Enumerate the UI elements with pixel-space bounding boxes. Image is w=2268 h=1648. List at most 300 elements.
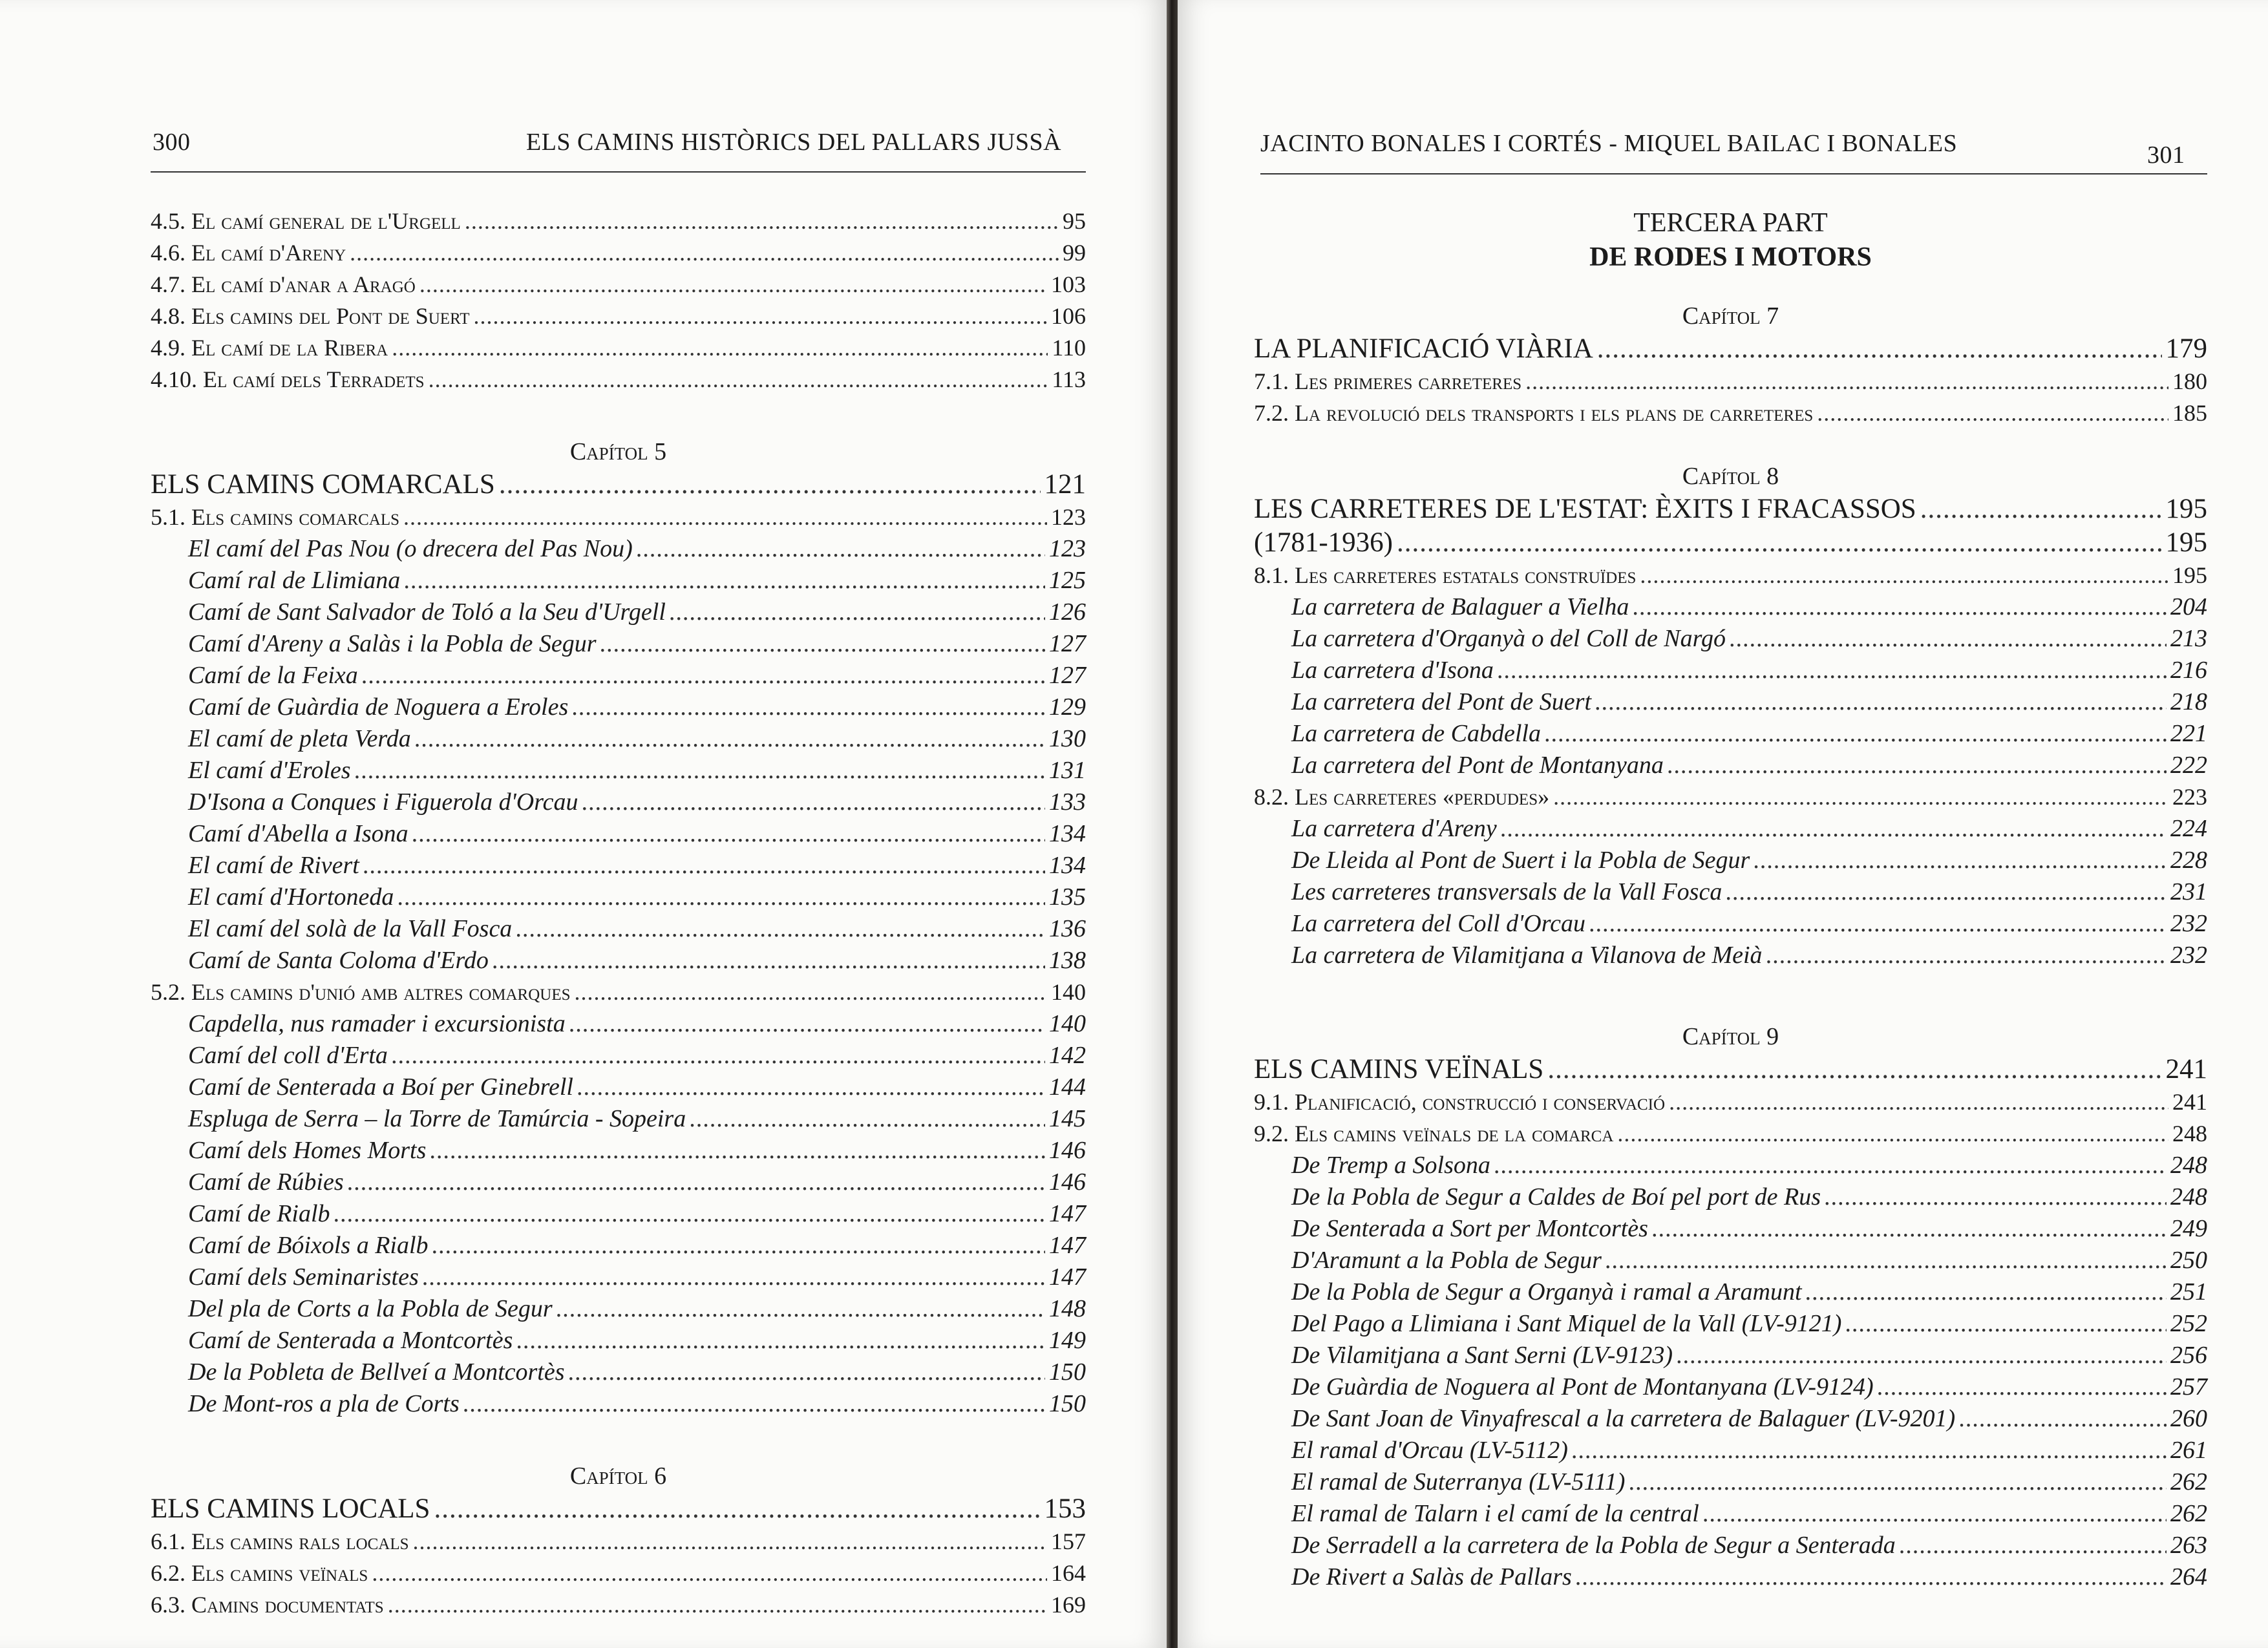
toc-page-number: 216 <box>2170 657 2207 684</box>
toc-page-number: 218 <box>2170 688 2207 715</box>
toc-subentry <box>1254 940 2207 971</box>
toc-page-number: 261 <box>2170 1437 2207 1464</box>
toc-page-number: 134 <box>1049 852 1086 879</box>
leader-dots <box>1633 591 2167 623</box>
toc-page-number: 133 <box>1049 788 1086 816</box>
toc-subentry <box>1254 1245 2207 1276</box>
leader-dots <box>637 533 1045 565</box>
toc-entry-title: Camí d'Abella a Isona <box>188 820 408 847</box>
toc-page-number: 147 <box>1049 1263 1086 1291</box>
toc-page-number: 241 <box>2165 1054 2207 1084</box>
toc-page-number: 180 <box>2172 368 2207 394</box>
toc-subentry <box>151 660 1086 692</box>
toc-entry-title: Camí de Bóixols a Rialb <box>188 1232 429 1259</box>
toc-page-number: 257 <box>2170 1373 2207 1400</box>
leader-dots <box>334 1198 1045 1230</box>
toc-entry-title: 7.1. Les primeres carreteres <box>1254 368 1522 394</box>
toc-entry-title: ELS CAMINS VEÏNALS <box>1254 1054 1544 1084</box>
toc-page-number: 263 <box>2170 1532 2207 1559</box>
toc-subentry <box>151 818 1086 850</box>
toc-subentry <box>1254 623 2207 655</box>
toc-page-number: 251 <box>2170 1278 2207 1305</box>
leader-dots <box>1525 366 2168 397</box>
toc-section <box>151 502 1086 533</box>
toc-entry-title: Camí del coll d'Erta <box>188 1042 388 1069</box>
toc-subentry <box>1254 1530 2207 1561</box>
part-label: TERCERA PART <box>1633 208 1828 238</box>
toc-page-number: 153 <box>1044 1494 1086 1524</box>
toc-page-number: 213 <box>2170 625 2207 652</box>
toc-subentry <box>151 1198 1086 1230</box>
chapter-title <box>1254 1053 2207 1086</box>
toc-subentry <box>151 692 1086 723</box>
toc-subentry <box>151 755 1086 787</box>
toc-page-number: 110 <box>1052 335 1086 361</box>
leader-dots <box>572 692 1045 723</box>
leader-dots <box>499 468 1041 502</box>
toc-page-number: 147 <box>1049 1200 1086 1227</box>
leader-dots <box>575 977 1047 1008</box>
leader-dots <box>1726 876 2167 908</box>
toc-subentry <box>1254 1561 2207 1593</box>
toc-entry-title: Camí de Santa Coloma d'Erdo <box>188 947 489 974</box>
toc-subentry <box>151 1008 1086 1040</box>
toc-section <box>151 332 1086 364</box>
header-rule-right <box>1260 173 2207 174</box>
leader-dots <box>1545 718 2167 750</box>
toc-page-number: 248 <box>2172 1121 2207 1146</box>
leader-dots <box>1553 781 2168 813</box>
toc-page-number: 223 <box>2172 784 2207 810</box>
leader-dots <box>423 1262 1045 1293</box>
leader-dots <box>577 1072 1045 1103</box>
toc-page-number: 147 <box>1049 1232 1086 1259</box>
toc-entry-title: De la Pobla de Segur a Organyà i ramal a Aramunt <box>1291 1278 1802 1305</box>
toc-entry-title: Camí de Sant Salvador de Toló a la Seu d'Urgell <box>188 598 666 626</box>
leader-dots <box>493 945 1045 977</box>
toc-subentry <box>151 882 1086 913</box>
toc-subentry <box>151 1135 1086 1167</box>
leader-dots <box>1703 1498 2167 1530</box>
toc-entry-title: LA PLANIFICACIÓ VIÀRIA <box>1254 333 1593 364</box>
toc-subentry <box>151 1357 1086 1388</box>
toc-page-number: 135 <box>1049 883 1086 911</box>
leader-dots <box>1754 845 2167 876</box>
toc-section <box>151 237 1086 269</box>
toc-page-number: 138 <box>1049 947 1086 974</box>
toc-section <box>151 1589 1086 1621</box>
toc-entry-title: De Rivert a Salàs de Pallars <box>1291 1563 1572 1590</box>
toc-page-number: 248 <box>2170 1183 2207 1210</box>
toc-entry-title: El ramal de Talarn i el camí de la central <box>1291 1500 1699 1527</box>
chapter-label: Capítol 9 <box>1682 1023 1779 1050</box>
chapter-title <box>151 1492 1086 1526</box>
toc-entry-title: 4.6. El camí d'Areny <box>151 240 346 266</box>
leader-dots <box>1845 1308 2167 1340</box>
toc-subentry <box>1254 591 2207 623</box>
toc-page-number: 157 <box>1051 1528 1086 1554</box>
toc-subentry <box>151 533 1086 565</box>
toc-subentry <box>151 1230 1086 1262</box>
toc-section <box>1254 397 2207 429</box>
toc-page-number: 248 <box>2170 1152 2207 1179</box>
toc-page-number: 256 <box>2170 1342 2207 1369</box>
toc-subentry <box>1254 1498 2207 1530</box>
toc-entry-title: Camí de Rialb <box>188 1200 330 1227</box>
leader-dots <box>415 723 1045 755</box>
toc-entry-title: De Serradell a la carretera de la Pobla de Segur a Senterada <box>1291 1532 1896 1559</box>
toc-entry-title: D'Isona a Conques i Figuerola d'Orcau <box>188 788 578 816</box>
toc-entry-title: El camí del solà de la Vall Fosca <box>188 915 513 942</box>
toc-entry-title: Camí dels Seminaristes <box>188 1263 419 1291</box>
toc-entry-title: Camí d'Areny a Salàs i la Pobla de Segur <box>188 630 597 657</box>
leader-dots <box>690 1103 1045 1135</box>
leader-dots <box>1606 1245 2167 1276</box>
toc-entry-title: LES CARRETERES DE L'ESTAT: ÈXITS I FRACASSOS <box>1254 494 1916 524</box>
leader-dots <box>412 818 1045 850</box>
leader-dots <box>372 1558 1047 1589</box>
leader-dots <box>1498 655 2167 686</box>
toc-entry-title: ELS CAMINS COMARCALS <box>151 469 495 500</box>
toc-page-number: 140 <box>1051 979 1086 1005</box>
leader-dots <box>463 1388 1045 1420</box>
toc-entry-title: 9.2. Els camins veïnals de la comarca <box>1254 1121 1614 1146</box>
toc-page-number: 125 <box>1049 567 1086 594</box>
toc-entry-title: Camí de la Feixa <box>188 662 358 689</box>
toc-entry-title: 5.2. Els camins d'unió amb altres comarques <box>151 979 571 1005</box>
toc-page-number: 113 <box>1052 366 1086 392</box>
toc-page-number: 150 <box>1049 1358 1086 1386</box>
leader-dots <box>1576 1561 2167 1593</box>
leader-dots <box>397 882 1045 913</box>
toc-page-number: 126 <box>1049 598 1086 626</box>
toc-entry-title: Del pla de Corts a la Pobla de Segur <box>188 1295 553 1322</box>
leader-dots <box>429 364 1048 396</box>
toc-entry-title: De Guàrdia de Noguera al Pont de Montanyana (LV-9124) <box>1291 1373 1874 1400</box>
running-head-left: ELS CAMINS HISTÒRICS DEL PALLARS JUSSÀ <box>526 129 1062 156</box>
toc-entry-title: De Senterada a Sort per Montcortès <box>1291 1215 1648 1242</box>
leader-dots <box>1597 332 2162 366</box>
toc-entry-title: El camí de Rivert <box>188 852 359 879</box>
toc-subentry <box>1254 876 2207 908</box>
part-title: DE RODES I MOTORS <box>1589 242 1872 272</box>
chapter-title <box>151 468 1086 502</box>
toc-page-number: 144 <box>1049 1073 1086 1101</box>
leader-dots <box>392 1040 1045 1072</box>
toc-entry-title: De la Pobleta de Bellveí a Montcortès <box>188 1358 565 1386</box>
leader-dots <box>1806 1276 2167 1308</box>
toc-section <box>151 1558 1086 1589</box>
toc-section <box>151 977 1086 1008</box>
leader-dots <box>1572 1435 2167 1466</box>
toc-entry-title: De Tremp a Solsona <box>1291 1152 1490 1179</box>
toc-entry-title: De Vilamitjana a Sant Serni (LV-9123) <box>1291 1342 1673 1369</box>
leader-dots <box>350 237 1059 269</box>
chapter-label: Capítol 5 <box>569 438 667 465</box>
toc-page-number: 262 <box>2170 1500 2207 1527</box>
toc-entry-title: La carretera del Pont de Suert <box>1291 688 1592 715</box>
toc-entry-title: ELS CAMINS LOCALS <box>151 1494 430 1524</box>
toc-page-number: 260 <box>2170 1405 2207 1432</box>
toc-subentry <box>151 597 1086 628</box>
leader-dots <box>1501 813 2167 845</box>
toc-page-number: 195 <box>2165 494 2207 524</box>
leader-dots <box>1547 1053 2161 1086</box>
toc-subentry <box>1254 845 2207 876</box>
toc-page-number: 231 <box>2170 878 2207 905</box>
leader-dots <box>516 913 1045 945</box>
page-number-right: 301 <box>2147 142 2185 169</box>
toc-subentry <box>1254 718 2207 750</box>
toc-section <box>151 301 1086 332</box>
toc-subentry <box>151 1262 1086 1293</box>
leader-dots <box>392 332 1048 364</box>
toc-page-number: 134 <box>1049 820 1086 847</box>
leader-dots <box>1677 1340 2167 1371</box>
toc-entry-title: Camí de Senterada a Montcortès <box>188 1327 513 1354</box>
toc-entry-title: La carretera de Cabdella <box>1291 720 1541 747</box>
toc-entry-title: El ramal de Suterranya (LV-5111) <box>1291 1468 1626 1495</box>
toc-subentry <box>151 565 1086 597</box>
toc-left <box>151 206 1086 1621</box>
leader-dots <box>355 755 1045 787</box>
toc-entry-title: 8.1. Les carreteres estatals construïdes <box>1254 562 1637 588</box>
toc-entry-title: El camí d'Eroles <box>188 757 351 784</box>
book-spine <box>1167 0 1178 1648</box>
chapter-label: Capítol 8 <box>1682 463 1779 490</box>
toc-section <box>151 269 1086 301</box>
leader-dots <box>516 1325 1045 1357</box>
toc-entry-title: De Mont-ros a pla de Corts <box>188 1390 460 1417</box>
leader-dots <box>582 787 1045 818</box>
leader-dots <box>1629 1466 2167 1498</box>
toc-entry-title: (1781-1936) <box>1254 527 1393 558</box>
toc-entry-title: 8.2. Les carreteres «perdudes» <box>1254 784 1550 810</box>
toc-page-number: 264 <box>2170 1563 2207 1590</box>
toc-section <box>151 364 1086 396</box>
toc-entry-title: Del Pago a Llimiana i Sant Miquel de la Vall (LV-9121) <box>1291 1310 1842 1337</box>
toc-page-number: 146 <box>1049 1168 1086 1196</box>
toc-subentry <box>1254 1276 2207 1308</box>
toc-entry-title: 9.1. Planificació, construcció i conservació <box>1254 1089 1666 1115</box>
toc-entry-title: El camí de pleta Verda <box>188 725 411 752</box>
toc-entry-title: Espluga de Serra – la Torre de Tamúrcia - Sopeira <box>188 1105 686 1132</box>
toc-page-number: 185 <box>2172 400 2207 426</box>
chapter-label: Capítol 7 <box>1682 302 1779 330</box>
chapter-title <box>1254 492 2207 526</box>
toc-page-number: 221 <box>2170 720 2207 747</box>
toc-subentry <box>1254 1308 2207 1340</box>
toc-page-number: 123 <box>1049 535 1086 562</box>
toc-page-number: 127 <box>1049 630 1086 657</box>
toc-right <box>1254 206 2207 1593</box>
leader-dots <box>419 269 1047 301</box>
toc-entry-title: 4.5. El camí general de l'Urgell <box>151 208 461 234</box>
toc-entry-title: Camí de Rúbies <box>188 1168 344 1196</box>
leader-dots <box>434 1492 1040 1526</box>
toc-page-number: 123 <box>1051 504 1086 530</box>
right-page <box>1178 0 2268 1648</box>
toc-subentry <box>1254 813 2207 845</box>
toc-page-number: 99 <box>1063 240 1086 266</box>
toc-subentry <box>1254 1435 2207 1466</box>
leader-dots <box>1959 1403 2167 1435</box>
toc-page-number: 150 <box>1049 1390 1086 1417</box>
toc-entry-title: De Lleida al Pont de Suert i la Pobla de Segur <box>1291 847 1750 874</box>
toc-entry-title: El ramal d'Orcau (LV-5112) <box>1291 1437 1568 1464</box>
toc-subentry <box>1254 1371 2207 1403</box>
toc-entry-title: 6.1. Els camins rals locals <box>151 1528 409 1554</box>
leader-dots <box>430 1135 1045 1167</box>
leader-dots <box>569 1357 1046 1388</box>
header-rule-left <box>151 171 1086 173</box>
leader-dots <box>362 660 1045 692</box>
toc-entry-title: 4.8. Els camins del Pont de Suert <box>151 303 470 329</box>
leader-dots <box>1652 1213 2167 1245</box>
toc-entry-title: Camí de Guàrdia de Noguera a Eroles <box>188 693 569 721</box>
leader-dots <box>1766 940 2167 971</box>
chapter-label: Capítol 6 <box>569 1463 667 1490</box>
toc-subentry <box>151 1167 1086 1198</box>
toc-page-number: 164 <box>1051 1560 1086 1586</box>
toc-subentry <box>151 723 1086 755</box>
toc-page-number: 232 <box>2170 910 2207 937</box>
leader-dots <box>1595 686 2167 718</box>
toc-entry-title: El camí del Pas Nou (o drecera del Pas Nou) <box>188 535 633 562</box>
leader-dots <box>348 1167 1045 1198</box>
leader-dots <box>474 301 1047 332</box>
leader-dots <box>1900 1530 2167 1561</box>
leader-dots <box>1878 1371 2167 1403</box>
leader-dots <box>1640 560 2168 591</box>
toc-page-number: 249 <box>2170 1215 2207 1242</box>
toc-section <box>151 1526 1086 1558</box>
toc-page-number: 95 <box>1063 208 1086 234</box>
chapter-title <box>1254 332 2207 366</box>
toc-entry-title: Capdella, nus ramader i excursionista <box>188 1010 566 1037</box>
leader-dots <box>600 628 1045 660</box>
leader-dots <box>388 1589 1047 1621</box>
leader-dots <box>1817 397 2168 429</box>
toc-entry-title: 4.10. El camí dels Terradets <box>151 366 425 392</box>
toc-subentry <box>151 1040 1086 1072</box>
toc-page-number: 149 <box>1049 1327 1086 1354</box>
toc-entry-title: D'Aramunt a la Pobla de Segur <box>1291 1247 1602 1274</box>
toc-page-number: 228 <box>2170 847 2207 874</box>
toc-subentry <box>1254 1150 2207 1181</box>
toc-subentry <box>151 1072 1086 1103</box>
toc-subentry <box>151 850 1086 882</box>
toc-section <box>151 206 1086 237</box>
toc-page-number: 136 <box>1049 915 1086 942</box>
leader-dots <box>1825 1181 2167 1213</box>
leader-dots <box>363 850 1045 882</box>
toc-subentry <box>151 787 1086 818</box>
toc-subentry <box>1254 1340 2207 1371</box>
leader-dots <box>1669 1086 2168 1118</box>
toc-section <box>1254 1118 2207 1150</box>
leader-dots <box>556 1293 1045 1325</box>
toc-entry-title: La carretera del Pont de Montanyana <box>1291 752 1664 779</box>
toc-page-number: 103 <box>1051 271 1086 297</box>
toc-subentry <box>1254 1213 2207 1245</box>
leader-dots <box>569 1008 1045 1040</box>
toc-subentry <box>1254 1403 2207 1435</box>
toc-entry-title: Camí ral de Llimiana <box>188 567 401 594</box>
toc-page-number: 262 <box>2170 1468 2207 1495</box>
leader-dots <box>1589 908 2167 940</box>
leader-dots <box>403 502 1047 533</box>
leader-dots <box>1668 750 2167 781</box>
toc-page-number: 130 <box>1049 725 1086 752</box>
leader-dots <box>1730 623 2167 655</box>
toc-page-number: 169 <box>1051 1592 1086 1618</box>
toc-subentry <box>1254 908 2207 940</box>
toc-section <box>1254 1086 2207 1118</box>
toc-page-number: 145 <box>1049 1105 1086 1132</box>
running-head-right: JACINTO BONALES I CORTÉS - MIQUEL BAILAC I BONALES <box>1260 130 1958 157</box>
toc-subentry <box>151 1325 1086 1357</box>
chapter-title <box>1254 526 2207 560</box>
leader-dots <box>1617 1118 2168 1150</box>
toc-subentry <box>151 628 1086 660</box>
toc-entry-title: Les carreteres transversals de la Vall Fosca <box>1291 878 1722 905</box>
toc-entry-title: 5.1. Els camins comarcals <box>151 504 399 530</box>
toc-page-number: 140 <box>1049 1010 1086 1037</box>
toc-entry-title: La carretera d'Organyà o del Coll de Nargó <box>1291 625 1726 652</box>
toc-section <box>1254 366 2207 397</box>
toc-page-number: 129 <box>1049 693 1086 721</box>
toc-page-number: 241 <box>2172 1089 2207 1115</box>
toc-entry-title: Camí de Senterada a Boí per Ginebrell <box>188 1073 573 1101</box>
leader-dots <box>1920 492 2162 526</box>
leader-dots <box>1397 526 2162 560</box>
toc-page-number: 232 <box>2170 942 2207 969</box>
toc-subentry <box>1254 655 2207 686</box>
toc-page-number: 204 <box>2170 593 2207 620</box>
toc-section <box>1254 560 2207 591</box>
toc-page-number: 179 <box>2165 333 2207 364</box>
toc-page-number: 142 <box>1049 1042 1086 1069</box>
toc-subentry <box>151 1103 1086 1135</box>
leader-dots <box>432 1230 1045 1262</box>
toc-entry-title: 4.9. El camí de la Ribera <box>151 335 388 361</box>
toc-page-number: 127 <box>1049 662 1086 689</box>
toc-entry-title: 6.3. Camins documentats <box>151 1592 384 1618</box>
toc-entry-title: De la Pobla de Segur a Caldes de Boí pel port de Rus <box>1291 1183 1821 1210</box>
toc-subentry <box>151 945 1086 977</box>
toc-entry-title: 6.2. Els camins veïnals <box>151 1560 368 1586</box>
toc-page-number: 224 <box>2170 815 2207 842</box>
page-number-left: 300 <box>153 129 191 156</box>
toc-entry-title: La carretera d'Areny <box>1291 815 1497 842</box>
toc-page-number: 131 <box>1049 757 1086 784</box>
toc-page-number: 252 <box>2170 1310 2207 1337</box>
toc-subentry <box>1254 686 2207 718</box>
leader-dots <box>404 565 1045 597</box>
toc-page-number: 195 <box>2172 562 2207 588</box>
toc-entry-title: La carretera del Coll d'Orcau <box>1291 910 1585 937</box>
toc-subentry <box>151 913 1086 945</box>
toc-page-number: 146 <box>1049 1137 1086 1164</box>
leader-dots <box>413 1526 1047 1558</box>
toc-subentry <box>1254 1181 2207 1213</box>
toc-entry-title: 4.7. El camí d'anar a Aragó <box>151 271 416 297</box>
toc-section <box>1254 781 2207 813</box>
toc-entry-title: 7.2. La revolució dels transports i els plans de carreteres <box>1254 400 1814 426</box>
toc-subentry <box>151 1388 1086 1420</box>
leader-dots <box>1494 1150 2167 1181</box>
